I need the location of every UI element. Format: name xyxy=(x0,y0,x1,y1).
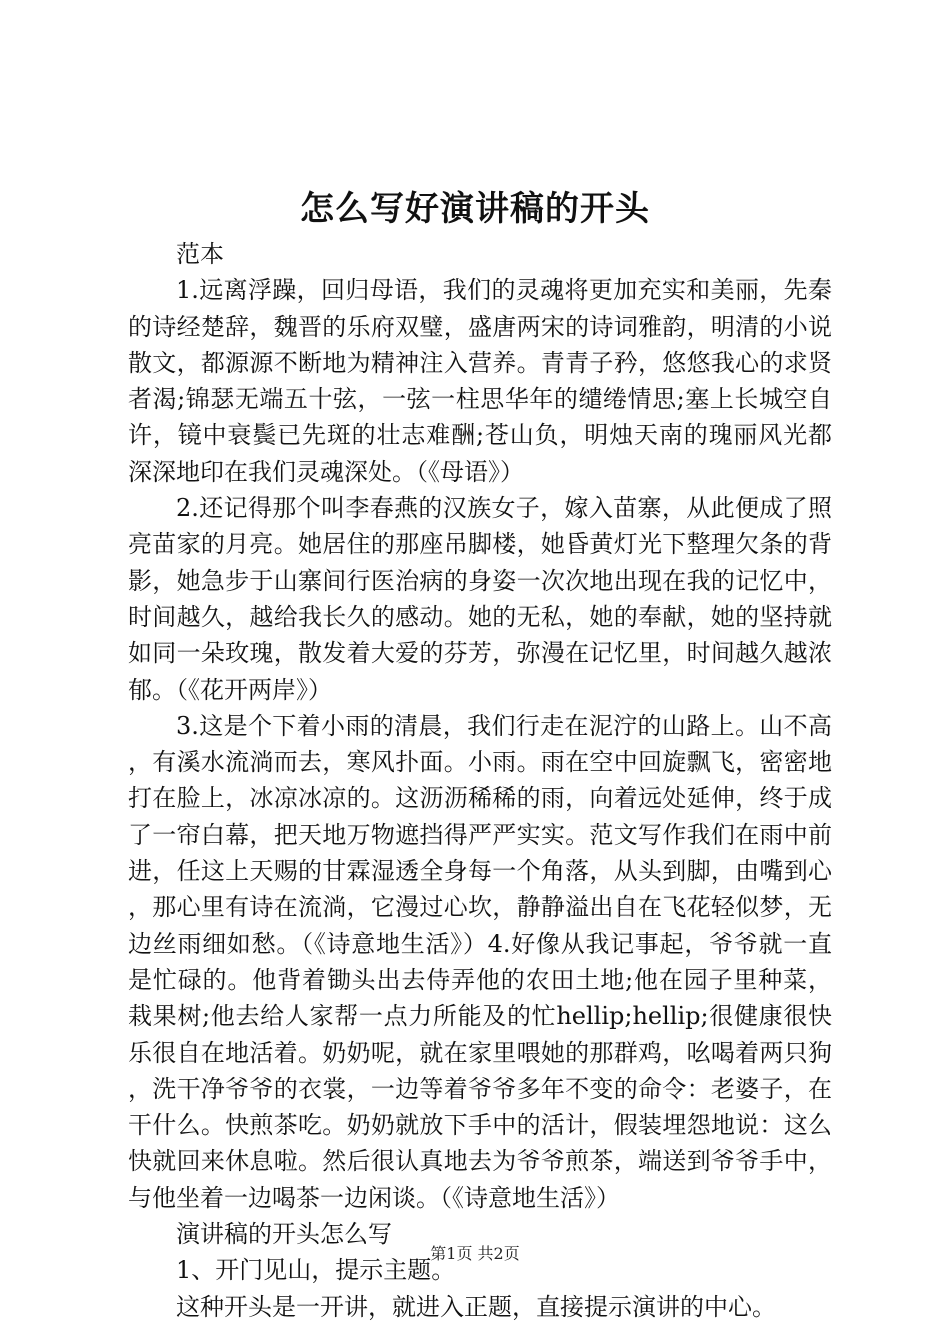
paragraph-example-1: 1.远离浮躁，回归母语，我们的灵魂将更加充实和美丽，先秦的诗经楚辞，魏晋的乐府双璧，盛唐两宋的诗词雅韵，明清的小说散文，都源源不断地为精神注入营养。青青子矜，悠悠我心的求贤者渴;锦瑟无端五十弦，一弦一柱思华年的缱绻情思;塞上长城空自许，镜中衰鬓已先斑的壮志难酬;苍山负，明烛天南的瑰丽风光都深深地印在我们灵魂深处。（《母语》） xyxy=(128,276,832,486)
paragraph-method-1-detail: 这种开头是一开讲，就进入正题，直接提示演讲的中心。 xyxy=(176,1292,776,1321)
paragraph-method-1: 1、开门见山，提示主题。 xyxy=(176,1256,456,1285)
paragraph-section-heading: 演讲稿的开头怎么写 xyxy=(176,1220,392,1249)
paragraph-sample-heading: 范本 xyxy=(176,240,224,268)
paragraph-example-3-4: 3.这是个下着小雨的清晨，我们行走在泥泞的山路上。山不高，有溪水流淌而去，寒风扑面。小雨。雨在空中回旋飘飞，密密地打在脸上，冰凉冰凉的。这沥沥稀稀的雨，向着远处延伸，终于成了一帘白幕，把天地万物遮挡得严严实实。范文写作我们在雨中前进，任这上天赐的甘霖湿透全身每一个角落，从头到脚，由嘴到心，那心里有诗在流淌，它漫过心坎，静静溢出自在飞花轻似梦，无边丝雨细如愁。（《诗意地生活》）4.好像从我记事起，爷爷就一直是忙碌的。他背着锄头出去侍弄他的农田土地;他在园子里种菜，栽果树;他去给人家帮一点力所能及的忙hellip;hellip;很健康很快乐很自在地活着。奶奶呢，就在家里喂她的那群鸡，吆喝着两只狗，洗干净爷爷的衣裳，一边等着爷爷多年不变的命令：老婆子，在干什么。快煎茶吃。奶奶就放下手中的活计，假装埋怨地说：这么快就回来休息啦。然后很认真地去为爷爷煎茶，端送到爷爷手中，与他坐着一边喝茶一边闲谈。（《诗意地生活》） xyxy=(128,711,832,1212)
document-body xyxy=(128,236,832,1325)
page-number-footer: 第1页 共2页 xyxy=(430,1244,520,1263)
document-title: 怎么写好演讲稿的开头 xyxy=(300,189,650,229)
paragraph-example-2: 2.还记得那个叫李春燕的汉族女子，嫁入苗寨，从此便成了照亮苗家的月亮。她居住的那座吊脚楼，她昏黄灯光下整理欠条的背影，她急步于山寨间行医治病的身姿一次次地出现在我的记忆中，时间越久，越给我长久的感动。她的无私，她的奉献，她的坚持就如同一朵玫瑰，散发着大爱的芬芳，弥漫在记忆里，时间越久越浓郁。（《花开两岸》） xyxy=(128,494,832,704)
